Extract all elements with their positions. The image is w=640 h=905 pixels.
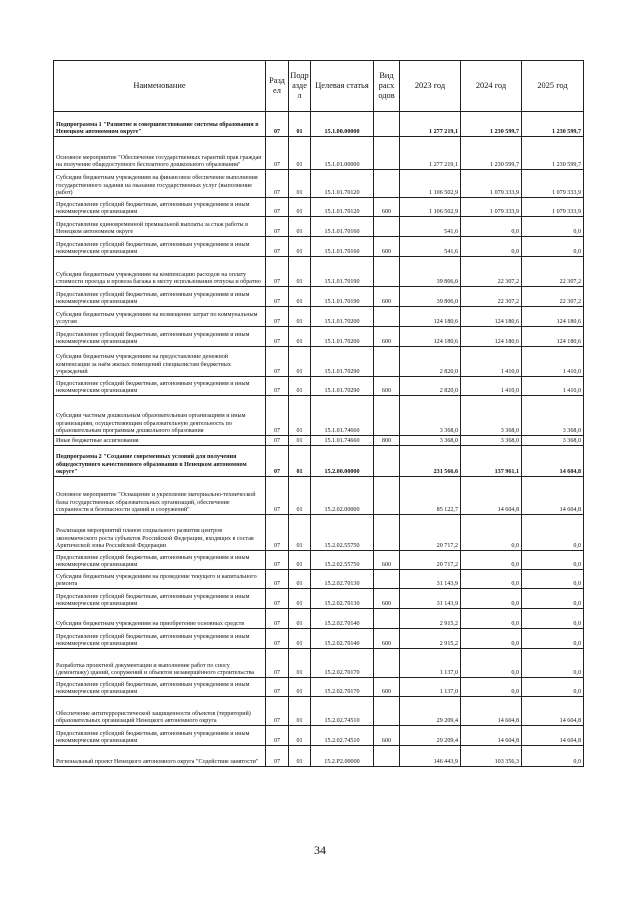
cell-kind: 800: [374, 436, 400, 446]
cell-name: Предоставление субсидий бюджетным, автономным учреждениям и иным некоммерческим организациям: [54, 589, 266, 609]
cell-2025: 1 079 333,9: [522, 198, 584, 217]
cell-target: 15.1.01.70190: [311, 287, 374, 307]
cell-2025: 1 410,0: [522, 347, 584, 377]
cell-kind: 600: [374, 287, 400, 307]
cell-subsection: 01: [289, 307, 311, 327]
cell-target: 15.2.02.70170: [311, 649, 374, 678]
cell-name: Предоставление субсидий бюджетным, автономным учреждениям и иным некоммерческим организациям: [54, 551, 266, 570]
cell-subsection: 01: [289, 629, 311, 649]
cell-section: 07: [266, 589, 289, 609]
cell-subsection: 01: [289, 198, 311, 217]
cell-kind: [374, 170, 400, 198]
cell-section: 07: [266, 112, 289, 137]
cell-subsection: 01: [289, 477, 311, 515]
cell-2024: 1 230 599,7: [461, 137, 522, 170]
cell-2024: 0,0: [461, 609, 522, 629]
header-2023: 2023 год: [400, 61, 461, 112]
cell-name: Предоставление субсидий бюджетным, автономным учреждениям и иным некоммерческим организациям: [54, 726, 266, 746]
cell-section: 07: [266, 609, 289, 629]
cell-name: Субсидии частным дошкольным образовательным организациям и иным организациям, осуществляющим образовательную деятельность по образовательным программам дошкольного образования: [54, 396, 266, 436]
cell-section: 07: [266, 515, 289, 551]
cell-2023: 541,6: [400, 217, 461, 237]
cell-kind: 600: [374, 377, 400, 396]
cell-kind: 600: [374, 237, 400, 257]
cell-kind: [374, 570, 400, 589]
cell-2024: 103 356,3: [461, 746, 522, 767]
cell-subsection: 01: [289, 287, 311, 307]
cell-2023: 2 915,2: [400, 609, 461, 629]
cell-subsection: 01: [289, 257, 311, 287]
cell-2024: 0,0: [461, 217, 522, 237]
cell-2025: 0,0: [522, 570, 584, 589]
table-row: [54, 217, 584, 237]
cell-2025: 14 604,8: [522, 477, 584, 515]
cell-2025: 0,0: [522, 589, 584, 609]
cell-subsection: 01: [289, 678, 311, 697]
cell-kind: [374, 257, 400, 287]
table-row: [54, 629, 584, 649]
cell-section: 07: [266, 307, 289, 327]
cell-2024: 0,0: [461, 589, 522, 609]
cell-kind: [374, 446, 400, 477]
cell-target: 15.1.01.00000: [311, 137, 374, 170]
cell-name: Субсидии бюджетным учреждениям на возмещение затрат по коммунальным услугам: [54, 307, 266, 327]
table-row: [54, 327, 584, 347]
cell-2023: 1 106 502,9: [400, 170, 461, 198]
cell-2023: 31 143,9: [400, 570, 461, 589]
cell-2024: 1 079 333,9: [461, 198, 522, 217]
table-row: [54, 589, 584, 609]
cell-2024: 22 307,2: [461, 257, 522, 287]
cell-kind: [374, 396, 400, 436]
cell-2025: 14 604,8: [522, 726, 584, 746]
cell-2025: 0,0: [522, 515, 584, 551]
cell-2023: 1 277 219,1: [400, 112, 461, 137]
cell-2023: 124 180,6: [400, 327, 461, 347]
cell-name: Реализация мероприятий планов социального развития центров экономического роста субъектов Российской Федерации, входящих в состав Арктической зоны Российской Федерации: [54, 515, 266, 551]
cell-2025: 0,0: [522, 551, 584, 570]
table-row: [54, 170, 584, 198]
header-2025: 2025 год: [522, 61, 584, 112]
cell-2023: 3 368,0: [400, 436, 461, 446]
table-row: [54, 477, 584, 515]
cell-name: Субсидии бюджетным учреждениям на компенсацию расходов на оплату стоимости проезда и провоза багажа к месту использования отпуска и обратно: [54, 257, 266, 287]
table-row: [54, 436, 584, 446]
cell-section: 07: [266, 726, 289, 746]
cell-subsection: 01: [289, 649, 311, 678]
cell-section: 07: [266, 629, 289, 649]
table-row: [54, 649, 584, 678]
header-kind: Вид расх одов: [374, 61, 400, 112]
cell-section: 07: [266, 217, 289, 237]
cell-subsection: 01: [289, 327, 311, 347]
cell-2023: 124 180,6: [400, 307, 461, 327]
cell-name: Предоставление субсидий бюджетным, автономным учреждениям и иным некоммерческим организациям: [54, 287, 266, 307]
cell-target: 15.1.01.70190: [311, 257, 374, 287]
cell-2024: 124 180,6: [461, 307, 522, 327]
cell-2023: 20 717,2: [400, 515, 461, 551]
cell-subsection: 01: [289, 170, 311, 198]
cell-2024: 124 180,6: [461, 327, 522, 347]
table-row: [54, 257, 584, 287]
cell-2023: 39 806,0: [400, 287, 461, 307]
cell-name: Предоставление единовременной премиальной выплаты за стаж работы в Ненецком автономном округе: [54, 217, 266, 237]
cell-2025: 22 307,2: [522, 287, 584, 307]
cell-2024: 0,0: [461, 629, 522, 649]
cell-2025: 0,0: [522, 609, 584, 629]
cell-subsection: 01: [289, 396, 311, 436]
cell-kind: 600: [374, 629, 400, 649]
cell-2023: 29 209,4: [400, 697, 461, 726]
cell-name: Региональный проект Ненецкого автономного округа "Содействие занятости": [54, 746, 266, 767]
cell-subsection: 01: [289, 217, 311, 237]
cell-subsection: 01: [289, 347, 311, 377]
table-row: [54, 112, 584, 137]
cell-target: 15.2.02.70130: [311, 589, 374, 609]
cell-subsection: 01: [289, 697, 311, 726]
table-row: [54, 726, 584, 746]
cell-2025: 0,0: [522, 629, 584, 649]
cell-name: Субсидии бюджетным учреждениям на финансовое обеспечение выполнения государственного задания на оказание государственных услуг (выполнение работ): [54, 170, 266, 198]
cell-target: 15.1.01.70200: [311, 327, 374, 347]
cell-target: 15.1.01.74660: [311, 436, 374, 446]
cell-subsection: 01: [289, 112, 311, 137]
cell-kind: [374, 515, 400, 551]
cell-kind: [374, 112, 400, 137]
header-section: Разд ел: [266, 61, 289, 112]
cell-kind: [374, 746, 400, 767]
table-row: [54, 377, 584, 396]
cell-target: 15.1.01.70120: [311, 170, 374, 198]
cell-subsection: 01: [289, 446, 311, 477]
cell-kind: [374, 649, 400, 678]
cell-2025: 124 180,6: [522, 307, 584, 327]
table-body: [54, 112, 584, 767]
cell-2025: 0,0: [522, 678, 584, 697]
cell-section: 07: [266, 436, 289, 446]
cell-target: 15.2.02.70140: [311, 609, 374, 629]
cell-name: Основное мероприятие "Оснащение и укрепление материально-технической базы государственных образовательных организаций, обеспечение сохранности и безопасности зданий и сооружений": [54, 477, 266, 515]
cell-target: 15.2.02.70130: [311, 570, 374, 589]
header-name: Наименование: [54, 61, 266, 112]
cell-2023: 146 443,9: [400, 746, 461, 767]
cell-section: 07: [266, 570, 289, 589]
cell-section: 07: [266, 377, 289, 396]
table-row: [54, 137, 584, 170]
cell-2023: 29 209,4: [400, 726, 461, 746]
cell-subsection: 01: [289, 551, 311, 570]
table-row: [54, 551, 584, 570]
cell-kind: 600: [374, 198, 400, 217]
cell-section: 07: [266, 327, 289, 347]
cell-section: 07: [266, 697, 289, 726]
cell-target: 15.2.02.55750: [311, 515, 374, 551]
cell-2023: 85 122,7: [400, 477, 461, 515]
cell-2025: 3 368,0: [522, 396, 584, 436]
table-row: [54, 515, 584, 551]
table-row: [54, 396, 584, 436]
cell-2023: 20 717,2: [400, 551, 461, 570]
cell-name: Предоставление субсидий бюджетным, автономным учреждениям и иным некоммерческим организациям: [54, 198, 266, 217]
cell-target: 15.2.P2.00000: [311, 746, 374, 767]
cell-2024: 1 410,0: [461, 347, 522, 377]
cell-name: Подпрограмма 2 "Создание современных условий для получения общедоступного качественного образования в Ненецком автономном округе": [54, 446, 266, 477]
cell-subsection: 01: [289, 137, 311, 170]
cell-2023: 1 137,0: [400, 678, 461, 697]
cell-subsection: 01: [289, 515, 311, 551]
table-row: [54, 198, 584, 217]
cell-target: 15.2.02.70140: [311, 629, 374, 649]
cell-kind: 600: [374, 726, 400, 746]
cell-name: Предоставление субсидий бюджетным, автономным учреждениям и иным некоммерческим организациям: [54, 237, 266, 257]
cell-target: 15.2.00.00000: [311, 446, 374, 477]
cell-2024: 22 307,2: [461, 287, 522, 307]
cell-2025: 1 410,0: [522, 377, 584, 396]
cell-target: 15.1.01.70160: [311, 217, 374, 237]
cell-section: 07: [266, 170, 289, 198]
cell-2024: 3 368,0: [461, 396, 522, 436]
table-row: [54, 609, 584, 629]
cell-section: 07: [266, 287, 289, 307]
cell-section: 07: [266, 678, 289, 697]
cell-kind: 600: [374, 678, 400, 697]
header-subsection: Подр азде л: [289, 61, 311, 112]
cell-2024: 14 604,8: [461, 726, 522, 746]
cell-target: 15.1.01.70120: [311, 198, 374, 217]
table-row: [54, 237, 584, 257]
cell-section: 07: [266, 551, 289, 570]
cell-section: 07: [266, 347, 289, 377]
cell-subsection: 01: [289, 570, 311, 589]
cell-kind: [374, 307, 400, 327]
cell-2023: 3 368,0: [400, 396, 461, 436]
cell-name: Субсидии бюджетным учреждениям на предоставление денежной компенсации за наём жилых помещений специалистам бюджетных учреждений: [54, 347, 266, 377]
table-row: [54, 746, 584, 767]
cell-2023: 1 106 502,9: [400, 198, 461, 217]
cell-target: 15.1.01.74660: [311, 396, 374, 436]
cell-2025: 0,0: [522, 649, 584, 678]
cell-name: Основное мероприятие "Обеспечение государственных гарантий прав граждан на получение общедоступного бесплатного дошкольного образования": [54, 137, 266, 170]
cell-kind: [374, 347, 400, 377]
cell-2024: 0,0: [461, 515, 522, 551]
cell-2024: 0,0: [461, 678, 522, 697]
cell-section: 07: [266, 446, 289, 477]
table-row: [54, 347, 584, 377]
cell-2023: 2 820,0: [400, 377, 461, 396]
cell-2025: 124 180,6: [522, 327, 584, 347]
cell-target: 15.2.02.55750: [311, 551, 374, 570]
cell-section: 07: [266, 137, 289, 170]
cell-subsection: 01: [289, 746, 311, 767]
cell-kind: [374, 477, 400, 515]
cell-target: 15.2.02.70170: [311, 678, 374, 697]
cell-2024: 0,0: [461, 237, 522, 257]
cell-2025: 0,0: [522, 217, 584, 237]
cell-kind: [374, 697, 400, 726]
cell-2024: 0,0: [461, 649, 522, 678]
cell-2024: 1 230 599,7: [461, 112, 522, 137]
cell-2024: 137 961,1: [461, 446, 522, 477]
table-row: [54, 307, 584, 327]
cell-name: Обеспечение антитеррористической защищенности объектов (территорий) образовательных организаций Ненецкого автономного округа: [54, 697, 266, 726]
cell-subsection: 01: [289, 377, 311, 396]
cell-section: 07: [266, 257, 289, 287]
cell-target: 15.1.01.70290: [311, 347, 374, 377]
cell-section: 07: [266, 198, 289, 217]
cell-subsection: 01: [289, 726, 311, 746]
cell-2025: 1 079 333,9: [522, 170, 584, 198]
cell-kind: [374, 137, 400, 170]
cell-target: 15.1.00.00000: [311, 112, 374, 137]
header-target: Целевая статья: [311, 61, 374, 112]
cell-target: 15.2.02.00000: [311, 477, 374, 515]
cell-2023: 39 806,0: [400, 257, 461, 287]
page-number: 34: [314, 843, 326, 857]
table-row: [54, 678, 584, 697]
cell-2025: 22 307,2: [522, 257, 584, 287]
cell-name: Субсидии бюджетным учреждениям на приобретение основных средств: [54, 609, 266, 629]
cell-name: Иные бюджетные ассигнования: [54, 436, 266, 446]
cell-subsection: 01: [289, 237, 311, 257]
cell-subsection: 01: [289, 436, 311, 446]
table-row: [54, 570, 584, 589]
cell-2024: 3 368,0: [461, 436, 522, 446]
cell-2024: 14 604,8: [461, 477, 522, 515]
cell-kind: 600: [374, 551, 400, 570]
cell-2024: 1 410,0: [461, 377, 522, 396]
cell-2025: 14 604,8: [522, 697, 584, 726]
cell-2023: 2 915,2: [400, 629, 461, 649]
cell-2024: 14 604,8: [461, 697, 522, 726]
cell-target: 15.1.01.70160: [311, 237, 374, 257]
cell-name: Предоставление субсидий бюджетным, автономным учреждениям и иным некоммерческим организациям: [54, 629, 266, 649]
cell-target: 15.1.01.70290: [311, 377, 374, 396]
cell-subsection: 01: [289, 589, 311, 609]
cell-kind: 600: [374, 327, 400, 347]
cell-2025: 0,0: [522, 746, 584, 767]
cell-target: 15.2.02.74510: [311, 697, 374, 726]
cell-kind: [374, 609, 400, 629]
cell-2023: 1 137,0: [400, 649, 461, 678]
header-2024: 2024 год: [461, 61, 522, 112]
cell-2025: 1 230 599,7: [522, 112, 584, 137]
cell-section: 07: [266, 396, 289, 436]
cell-name: Подпрограмма 1 "Развитие и совершенствование системы образования в Ненецком автономном округе": [54, 112, 266, 137]
cell-section: 07: [266, 477, 289, 515]
cell-2023: 231 566,6: [400, 446, 461, 477]
cell-target: 15.2.02.74510: [311, 726, 374, 746]
table-row: [54, 287, 584, 307]
cell-kind: 600: [374, 589, 400, 609]
cell-kind: [374, 217, 400, 237]
cell-2023: 31 143,9: [400, 589, 461, 609]
cell-2023: 1 277 219,1: [400, 137, 461, 170]
cell-2025: 14 604,8: [522, 446, 584, 477]
cell-target: 15.1.01.70200: [311, 307, 374, 327]
cell-section: 07: [266, 746, 289, 767]
cell-name: Предоставление субсидий бюджетным, автономным учреждениям и иным некоммерческим организациям: [54, 678, 266, 697]
cell-name: Предоставление субсидий бюджетным, автономным учреждениям и иным некоммерческим организациям: [54, 327, 266, 347]
cell-section: 07: [266, 237, 289, 257]
cell-name: Разработка проектной документации и выполнение работ по сносу (демонтажу) зданий, сооружений и объектов незавершённого строительства: [54, 649, 266, 678]
cell-2023: 541,6: [400, 237, 461, 257]
budget-table: [53, 60, 584, 767]
table-header-row: [54, 61, 584, 112]
cell-2024: 0,0: [461, 570, 522, 589]
table-row: [54, 446, 584, 477]
cell-2025: 3 368,0: [522, 436, 584, 446]
cell-section: 07: [266, 649, 289, 678]
cell-2024: 0,0: [461, 551, 522, 570]
cell-name: Предоставление субсидий бюджетным, автономным учреждениям и иным некоммерческим организациям: [54, 377, 266, 396]
cell-2024: 1 079 333,9: [461, 170, 522, 198]
cell-subsection: 01: [289, 609, 311, 629]
cell-name: Субсидии бюджетным учреждениям на проведение текущего и капитального ремонта: [54, 570, 266, 589]
cell-2025: 0,0: [522, 237, 584, 257]
cell-2023: 2 820,0: [400, 347, 461, 377]
cell-2025: 1 230 599,7: [522, 137, 584, 170]
table-row: [54, 697, 584, 726]
